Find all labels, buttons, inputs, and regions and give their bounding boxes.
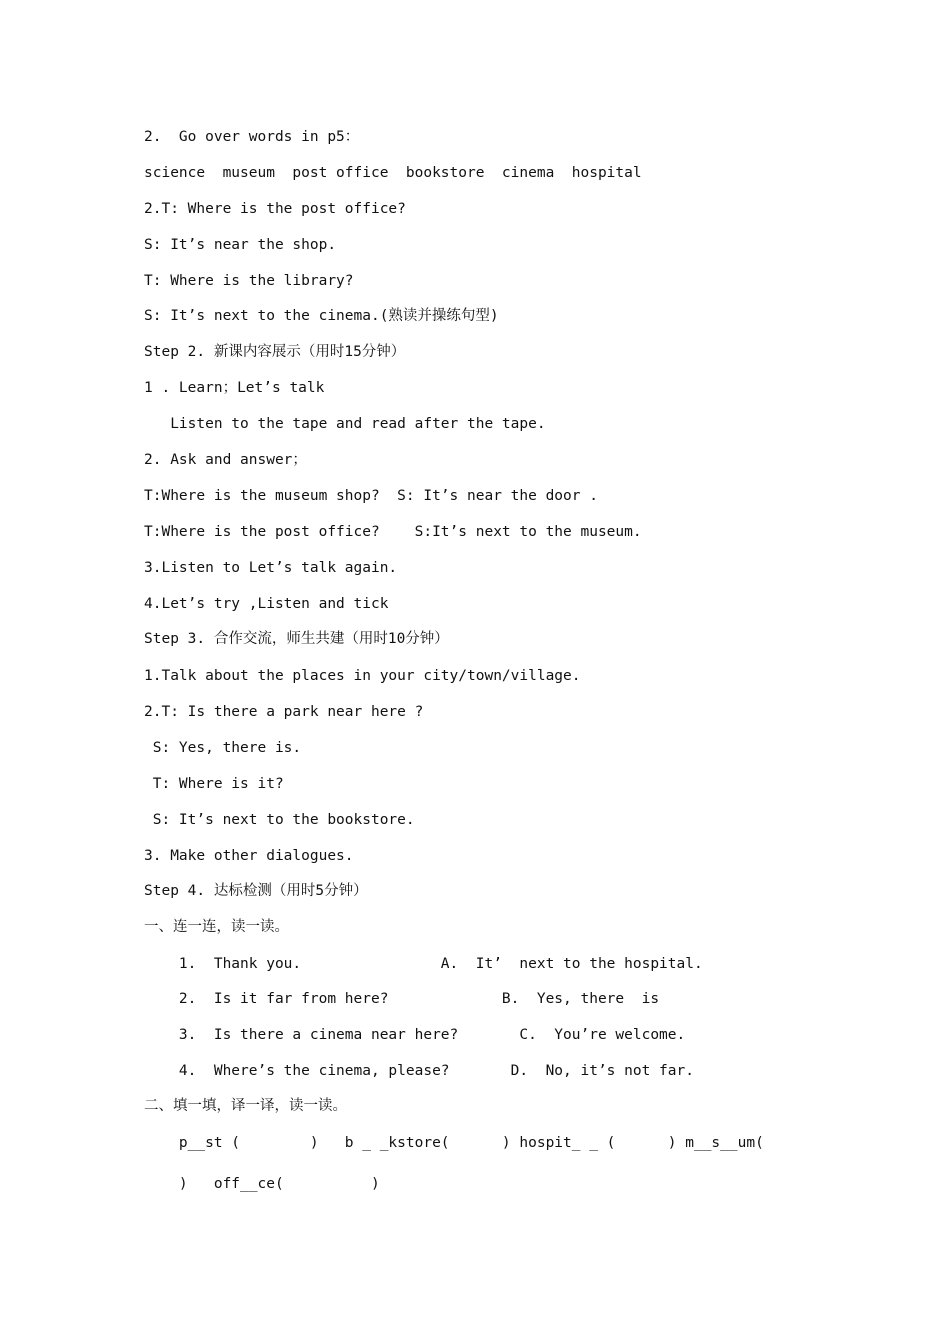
match-item: 2. Is it far from here? B. Yes, there is [144,991,660,1007]
text-line: 2. Go over words in p5： [144,129,360,145]
text-line: T:Where is the museum shop? S: It’s near the door . [144,488,598,504]
fill-blank-line: ) off__ce( ) [144,1176,380,1192]
section-heading: Step 2. 新课内容展示（用时15分钟） [144,344,406,360]
text-line: 2. Ask and answer； [144,452,307,468]
match-item: 1. Thank you. A. It’ next to the hospital. [144,956,703,972]
text-line: T: Where is it? [144,776,284,792]
text-line: 2.T: Where is the post office? [144,201,406,217]
text-line: 3.Listen to Let’s talk again. [144,560,398,576]
text-line: 3. Make other dialogues. [144,848,354,864]
text-line: T:Where is the post office? S:It’s next to the museum. [144,524,642,540]
match-item: 4. Where’s the cinema, please? D. No, it’s not far. [144,1063,694,1079]
text-line: T: Where is the library? [144,273,354,289]
text-line: S: It’s next to the bookstore. [144,812,415,828]
fill-blank-line: p__st ( ) b _ _kstore( ) hospit_ _ ( ) m__s__um( [144,1135,764,1151]
text-line: science museum post office bookstore cinema hospital [144,165,642,181]
text-line: S: Yes, there is. [144,740,302,756]
match-item: 3. Is there a cinema near here? C. You’re welcome. [144,1027,686,1043]
text-line: 1.Talk about the places in your city/town/village. [144,668,581,684]
text-line: 1 . Learn；Let’s talk [144,380,325,396]
exercise-heading: 一、连一连，读一读。 [144,919,289,935]
section-heading: Step 3. 合作交流，师生共建（用时10分钟） [144,631,449,647]
text-line: 4.Let’s try ,Listen and tick [144,596,389,612]
section-heading: Step 4. 达标检测（用时5分钟） [144,883,368,899]
text-line: S: It’s near the shop. [144,237,337,253]
exercise-heading: 二、填一填，译一译，读一读。 [144,1098,347,1114]
text-line: 2.T: Is there a park near here ? [144,704,424,720]
text-line: Listen to the tape and read after the tape. [144,416,546,432]
text-line: S: It’s next to the cinema.(熟读并操练句型) [144,308,499,324]
